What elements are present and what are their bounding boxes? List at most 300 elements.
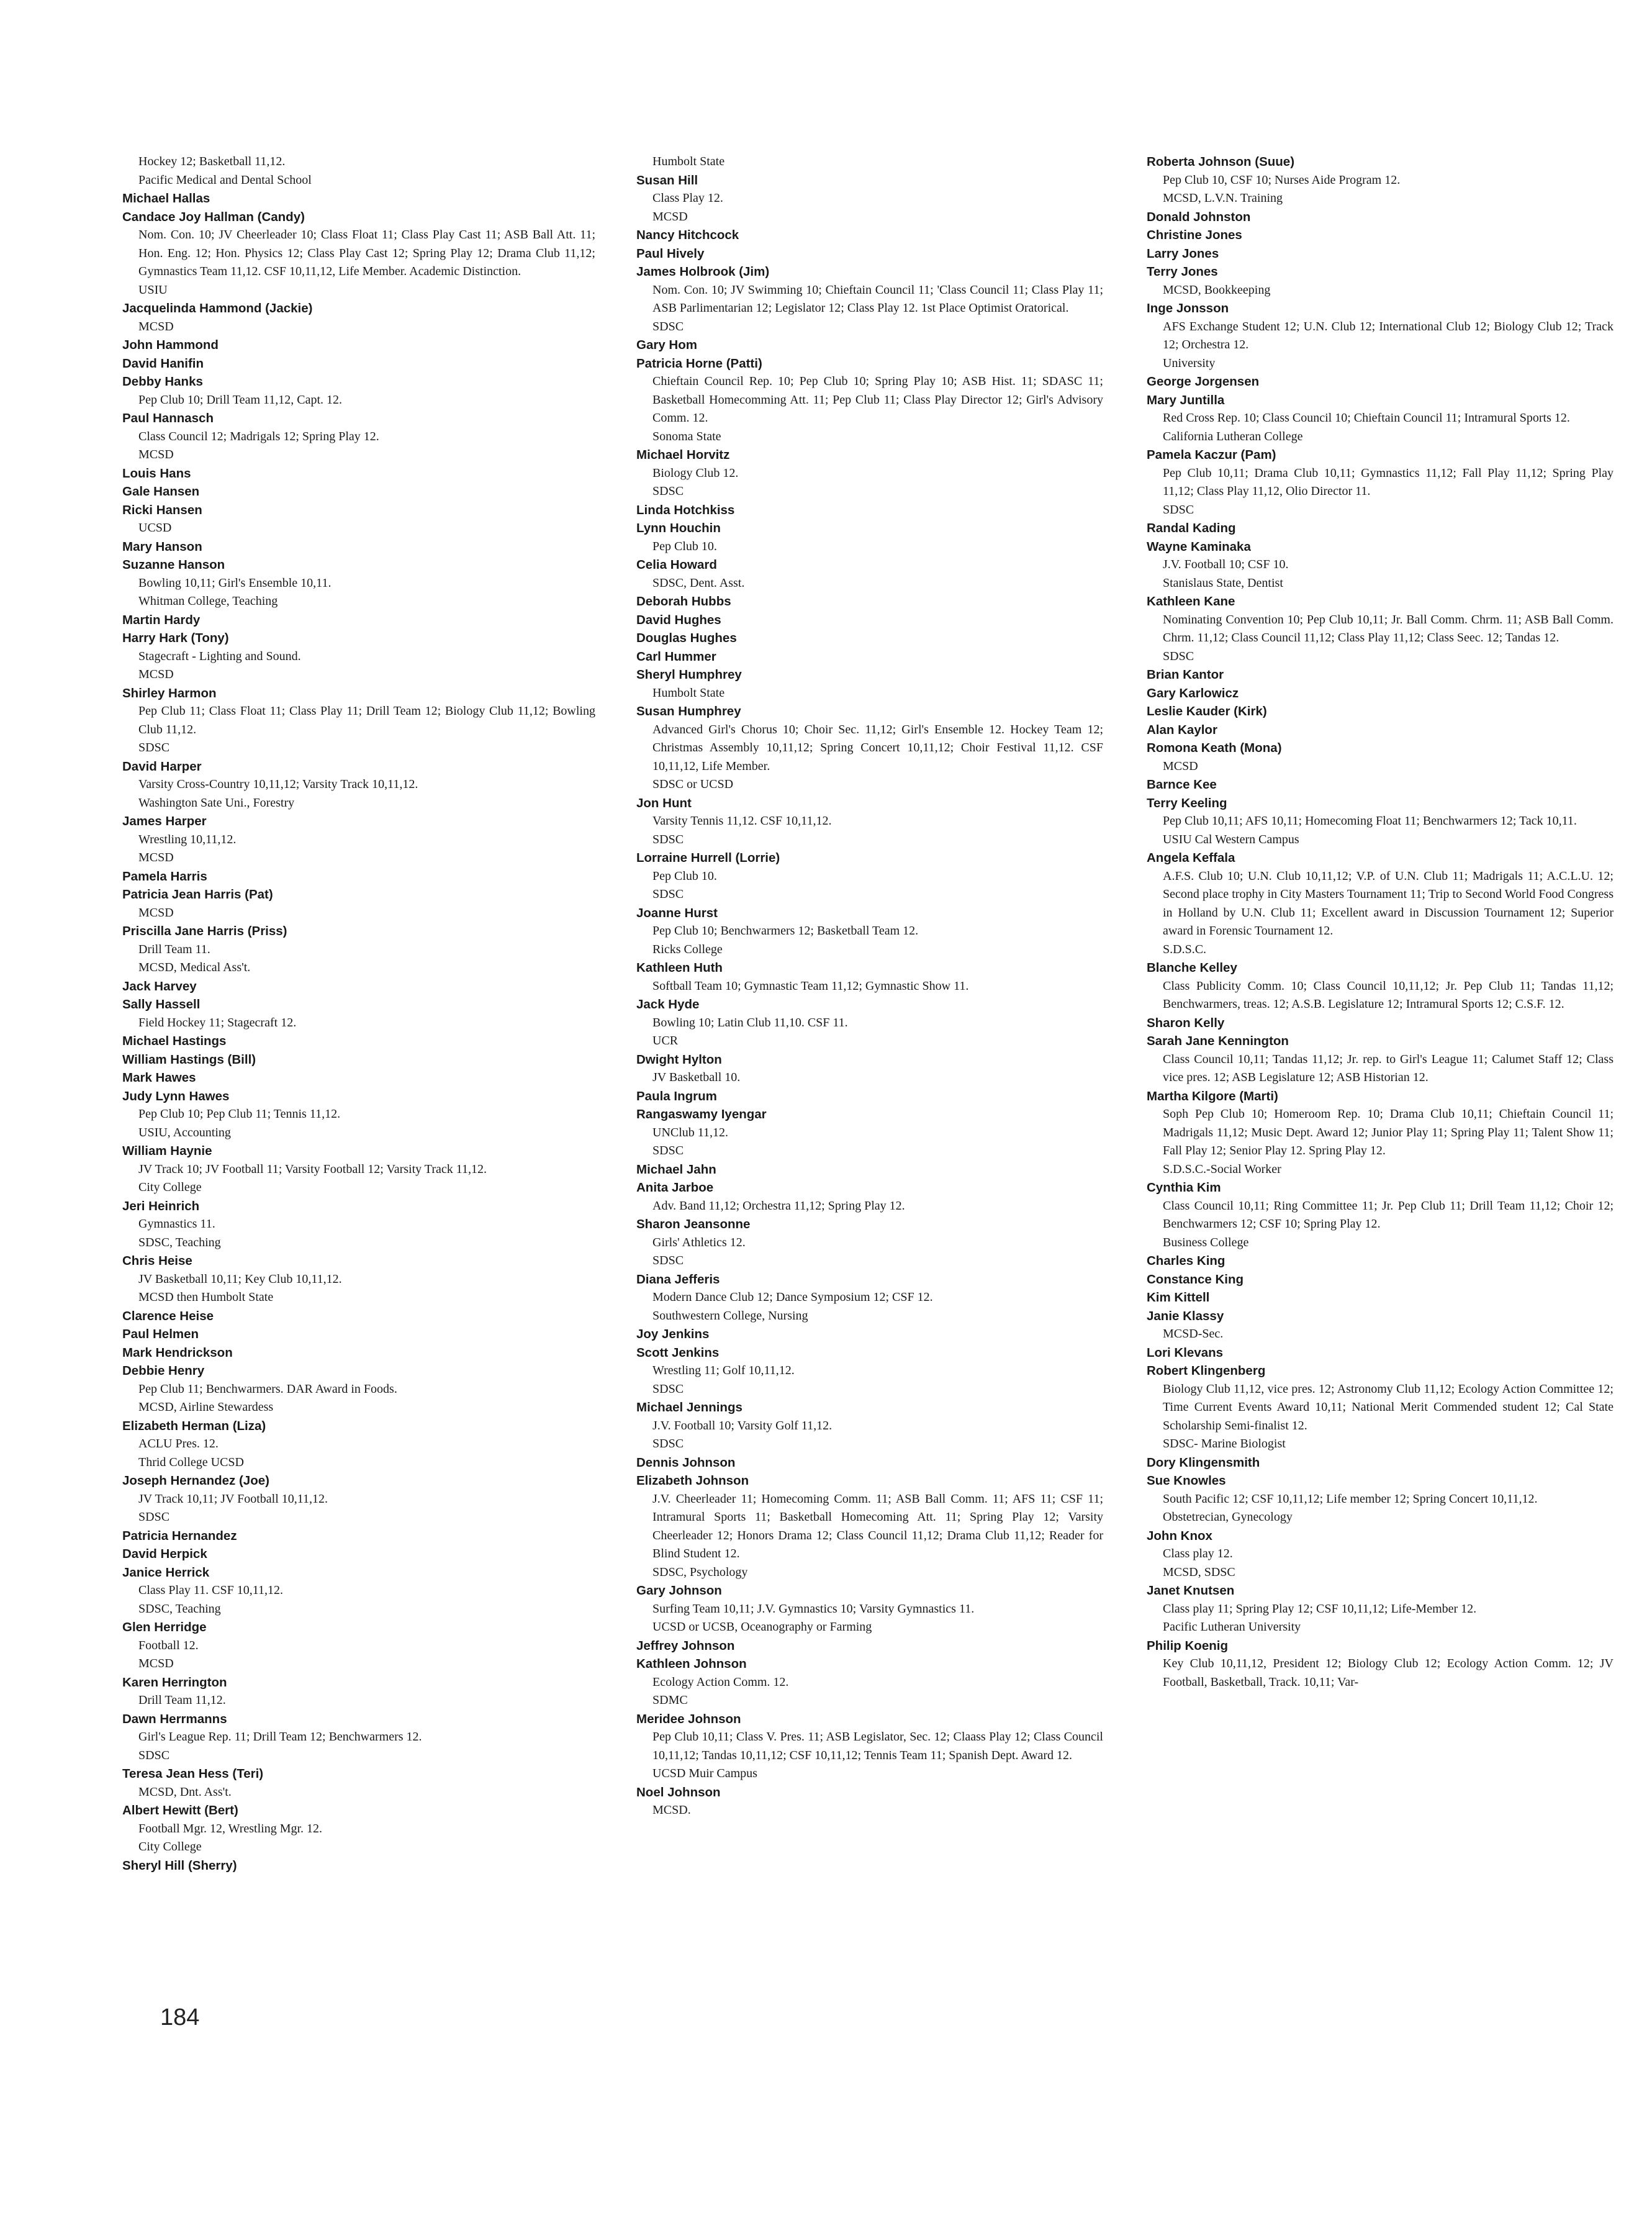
student-detail: SDSC	[652, 1382, 684, 1396]
student-name: Sharon Kelly	[1147, 1015, 1225, 1030]
student-name: John Hammond	[122, 338, 219, 352]
student-detail: Nominating Convention 10; Pep Club 10,11; Jr. Ball Comm. Chrm. 11; ASB Ball Comm. Chrm. 11,12; Class Council 11,12; Class Play 11,12; Class Seec. 12; Tandas 12.	[1163, 612, 1614, 645]
student-name: Jeri Heinrich	[122, 1198, 200, 1213]
student-detail: UNClub 11,12.	[652, 1125, 729, 1139]
student-entry	[1147, 153, 1614, 208]
student-name: James Harper	[122, 814, 207, 828]
student-detail: Southwestern College, Nursing	[652, 1308, 808, 1323]
student-name: Mary Juntilla	[1147, 392, 1225, 407]
student-name: Lori Klevans	[1147, 1345, 1224, 1360]
student-detail: Business College	[1163, 1235, 1249, 1249]
student-name: Kathleen Kane	[1147, 594, 1235, 609]
student-name: William Hastings (Bill)	[122, 1052, 256, 1067]
student-detail: Thrid College UCSD	[138, 1455, 244, 1469]
student-entry	[636, 648, 1103, 666]
student-detail: UCSD or UCSB, Oceanography or Farming	[652, 1620, 872, 1634]
student-detail: Pep Club 10,11; AFS 10,11; Homecoming Float 11; Benchwarmers 12; Tack 10,11.	[1163, 814, 1577, 828]
student-entry	[122, 1344, 595, 1362]
student-detail: Pacific Medical and Dental School	[138, 173, 312, 187]
student-name: Glen Herridge	[122, 1620, 207, 1634]
student-detail: SDSC	[652, 1254, 684, 1267]
student-detail: Drill Team 11,12.	[138, 1693, 226, 1707]
student-name: Mary Hanson	[122, 539, 202, 554]
student-entry	[122, 1252, 595, 1307]
student-detail: Wrestling 10,11,12.	[138, 832, 237, 846]
student-entry	[636, 1325, 1103, 1344]
student-detail: Softball Team 10; Gymnastic Team 11,12; Gymnastic Show 11.	[652, 979, 969, 993]
student-name: Gale Hansen	[122, 484, 200, 499]
student-detail: UCR	[652, 1034, 679, 1048]
student-detail: MCSD	[1163, 759, 1198, 773]
student-entry	[1147, 1032, 1614, 1087]
student-entry	[122, 1362, 595, 1417]
student-entry	[1147, 1252, 1614, 1270]
student-detail: Class Play 11. CSF 10,11,12.	[138, 1583, 283, 1597]
student-detail: Gymnastics 11.	[138, 1217, 215, 1231]
student-entry	[122, 299, 595, 336]
student-name: Judy Lynn Hawes	[122, 1089, 230, 1103]
student-detail: Washington Sate Uni., Forestry	[138, 795, 295, 810]
student-entry	[1147, 373, 1614, 391]
student-detail: SDSC	[138, 1510, 170, 1524]
student-detail: SDSC	[138, 1748, 170, 1762]
student-entry	[122, 409, 595, 464]
student-entry	[1147, 1288, 1614, 1307]
student-detail: SDSC, Dent. Asst.	[652, 576, 745, 590]
student-name: Linda Hotchkiss	[636, 502, 735, 517]
student-detail: SDSC	[1163, 649, 1194, 663]
student-entry	[636, 611, 1103, 630]
student-detail: Ricks College	[652, 942, 723, 956]
student-detail: Chieftain Council Rep. 10; Pep Club 10; Spring Play 10; ASB Hist. 11; SDASC 11; Basketball Homecomming Att. 11; Pep Club 11; Class Play Director 12; Girl's Advisory Comm. 12.	[652, 374, 1103, 425]
student-detail: Class Play 12.	[652, 191, 723, 205]
student-entry	[122, 464, 595, 483]
student-detail: Bowling 10; Latin Club 11,10. CSF 11.	[652, 1015, 848, 1030]
student-name: John Knox	[1147, 1528, 1212, 1543]
student-name: Michael Jahn	[636, 1162, 716, 1177]
student-name: Ricki Hansen	[122, 502, 202, 517]
student-name: Noel Johnson	[636, 1785, 721, 1799]
student-name: Scott Jenkins	[636, 1345, 720, 1360]
student-name: Suzanne Hanson	[122, 558, 225, 572]
student-detail: Humbolt State	[652, 155, 725, 168]
student-name: Shirley Harmon	[122, 686, 217, 700]
student-detail: SDSC	[652, 484, 684, 498]
student-detail: Soph Pep Club 10; Homeroom Rep. 10; Drama Club 10,11; Chieftain Council 11; Madrigals 11,12; Music Dept. Award 12; Junior Play 11; Spring Play 11; Talent Show 11; Fall Play 12; Senior Play 12. Spring Play 12.	[1163, 1107, 1614, 1157]
student-entry	[636, 446, 1103, 501]
student-entry	[122, 812, 595, 867]
student-entry	[122, 1069, 595, 1087]
student-detail: MCSD	[138, 668, 174, 681]
student-entry	[1147, 1344, 1614, 1362]
student-entry	[122, 336, 595, 355]
student-detail: SDSC or UCSD	[652, 777, 734, 791]
student-detail: Class play 12.	[1163, 1547, 1233, 1560]
student-detail: SDSC	[1163, 502, 1194, 517]
student-entry	[122, 629, 595, 684]
student-name: Dory Klingensmith	[1147, 1455, 1260, 1470]
student-detail: Football Mgr. 12, Wrestling Mgr. 12.	[138, 1821, 323, 1836]
student-name: David Herpick	[122, 1547, 207, 1561]
student-name: Paul Helmen	[122, 1327, 199, 1341]
student-name: Susan Humphrey	[636, 704, 741, 718]
student-detail: Humbolt State	[652, 686, 725, 700]
student-detail: Stagecraft - Lighting and Sound.	[138, 649, 301, 663]
student-name: Terry Jones	[1147, 265, 1218, 279]
student-entry	[636, 995, 1103, 1051]
student-entry	[1147, 208, 1614, 227]
student-name: Lynn Houchin	[636, 521, 721, 535]
student-name: Diana Jefferis	[636, 1272, 720, 1287]
student-entry	[1147, 1637, 1614, 1692]
student-detail: MCSD	[138, 905, 174, 920]
student-entry	[1147, 702, 1614, 721]
student-entry	[1147, 263, 1614, 299]
student-name: Philip Koenig	[1147, 1638, 1228, 1653]
student-name: Dennis Johnson	[636, 1455, 736, 1470]
student-name: Lorraine Hurrell (Lorrie)	[636, 851, 780, 865]
student-detail: MCSD	[652, 209, 688, 224]
student-detail: Surfing Team 10,11; J.V. Gymnastics 10; Varsity Gymnastics 11.	[652, 1601, 975, 1616]
student-entry	[122, 1051, 595, 1069]
student-name: Michael Horvitz	[636, 448, 730, 462]
student-detail: ACLU Pres. 12.	[138, 1437, 219, 1451]
student-detail: Class play 11; Spring Play 12; CSF 10,11,12; Life-Member 12.	[1163, 1601, 1477, 1616]
student-name: Larry Jones	[1147, 246, 1219, 261]
student-detail: J.V. Cheerleader 11; Homecoming Comm. 11; ASB Ball Comm. 11; AFS 11; CSF 11; Intramural Sports 11; Basketball Homecoming Att. 11; Spring Play 12; Varsity Cheerleader 12; Honors Drama 12; Class Council 11,12; Drama Club 11,12; Reader for Blind Student 12.	[652, 1491, 1103, 1560]
student-entry	[122, 1472, 595, 1527]
student-detail: Pep Club 11; Benchwarmers. DAR Award in Foods.	[138, 1382, 397, 1396]
student-detail: Varsity Cross-Country 10,11,12; Varsity Track 10,11,12.	[138, 777, 418, 791]
student-detail: Pacific Lutheran University	[1163, 1620, 1301, 1634]
student-name: Barnce Kee	[1147, 777, 1217, 792]
student-detail: SDMC	[652, 1693, 688, 1707]
student-name: Cynthia Kim	[1147, 1180, 1221, 1195]
student-name: Chris Heise	[122, 1254, 192, 1268]
student-name: Janice Herrick	[122, 1565, 210, 1580]
student-detail: SDSC	[652, 832, 684, 846]
student-entry	[636, 592, 1103, 611]
student-name: Sharon Jeansonne	[636, 1217, 751, 1231]
student-name: Martha Kilgore (Marti)	[1147, 1089, 1278, 1103]
student-detail: Ecology Action Comm. 12.	[652, 1675, 789, 1689]
student-name: Louis Hans	[122, 466, 191, 481]
student-entry	[122, 1197, 595, 1252]
student-entry	[122, 1673, 595, 1710]
student-detail: SDSC	[652, 1144, 684, 1157]
student-detail: S.D.S.C.	[1163, 942, 1207, 956]
student-name: Patricia Jean Harris (Pat)	[122, 887, 273, 902]
student-name: William Haynie	[122, 1144, 212, 1158]
student-detail: MCSD, Airline Stewardess	[138, 1400, 274, 1414]
student-entry	[636, 666, 1103, 702]
student-entry	[636, 226, 1103, 245]
student-entry	[122, 1710, 595, 1765]
student-name: Jack Harvey	[122, 979, 197, 994]
student-name: Debby Hanks	[122, 374, 203, 389]
student-entry	[122, 1564, 595, 1619]
student-entry	[1147, 1179, 1614, 1252]
student-detail: Hockey 12; Basketball 11,12.	[138, 155, 286, 168]
student-entry	[636, 1655, 1103, 1710]
student-entry	[122, 1417, 595, 1472]
student-name: Sally Hassell	[122, 997, 201, 1012]
student-name: Elizabeth Herman (Liza)	[122, 1418, 266, 1433]
student-entry	[122, 1527, 595, 1546]
student-detail: Field Hockey 11; Stagecraft 12.	[138, 1015, 297, 1030]
student-entry	[122, 1307, 595, 1326]
student-name: Randal Kading	[1147, 521, 1236, 535]
student-name: Douglas Hughes	[636, 631, 737, 645]
student-entry	[122, 501, 595, 538]
student-name: Sue Knowles	[1147, 1473, 1226, 1488]
student-entry	[636, 519, 1103, 556]
student-entry	[1147, 739, 1614, 776]
student-entry	[1147, 391, 1614, 446]
student-detail: JV Basketball 10,11; Key Club 10,11,12.	[138, 1272, 342, 1286]
student-name: David Harper	[122, 759, 202, 774]
student-detail: Class Council 12; Madrigals 12; Spring Play 12.	[138, 429, 379, 443]
student-name: Gary Karlowicz	[1147, 686, 1239, 700]
student-name: Kathleen Johnson	[636, 1657, 747, 1671]
student-detail: USIU Cal Western Campus	[1163, 832, 1299, 846]
student-entry	[636, 794, 1103, 849]
student-entry	[1147, 721, 1614, 740]
student-detail: Advanced Girl's Chorus 10; Choir Sec. 11,12; Girl's Ensemble 12. Hockey Team 12; Christmas Assembly 10,11,12; Spring Concert 10,11,12; Choir Festival 11,12. CSF 10,11,12, Life Member.	[652, 722, 1103, 773]
student-name: Charles King	[1147, 1254, 1225, 1268]
student-entry	[636, 1454, 1103, 1472]
student-detail: AFS Exchange Student 12; U.N. Club 12; International Club 12; Biology Club 12; Track 12; Orchestra 12.	[1163, 319, 1614, 351]
student-name: Joanne Hurst	[636, 905, 718, 920]
student-detail: MCSD	[138, 1657, 174, 1670]
student-entry	[122, 1087, 595, 1143]
student-name: Clarence Heise	[122, 1308, 214, 1323]
student-entry	[636, 153, 1103, 171]
student-detail: Class Council 10,11; Tandas 11,12; Jr. rep. to Girl's League 11; Calumet Staff 12; Class vice pres. 12; ASB Legislature 12; ASB Historian 12.	[1163, 1052, 1614, 1084]
student-entry	[122, 355, 595, 373]
student-entry	[1147, 1454, 1614, 1472]
student-detail: Obstetrecian, Gynecology	[1163, 1510, 1293, 1524]
student-name: Harry Hark (Tony)	[122, 631, 229, 645]
student-name: Brian Kantor	[1147, 668, 1224, 682]
student-entry	[122, 1765, 595, 1801]
student-name: Paula Ingrum	[636, 1089, 717, 1103]
student-detail: Pep Club 10,11; Drama Club 10,11; Gymnastics 11,12; Fall Play 11,12; Spring Play 11,12; Class Play 11,12, Olio Director 11.	[1163, 466, 1614, 498]
student-entry	[122, 1032, 595, 1051]
student-entry	[636, 263, 1103, 336]
student-name: Jon Hunt	[636, 795, 692, 810]
student-detail: Football 12.	[138, 1638, 199, 1652]
student-detail: Key Club 10,11,12, President 12; Biology Club 12; Ecology Action Comm. 12; JV Football, Basketball, Track. 10,11; Var-	[1163, 1657, 1614, 1689]
student-entry	[122, 1801, 595, 1857]
student-entry	[636, 501, 1103, 520]
student-detail: Pep Club 10; Pep Club 11; Tennis 11,12.	[138, 1107, 341, 1121]
student-detail: Whitman College, Teaching	[138, 594, 278, 608]
student-detail: JV Track 10; JV Football 11; Varsity Football 12; Varsity Track 11,12.	[138, 1162, 487, 1176]
student-detail: SDSC	[138, 741, 170, 754]
student-name: Patricia Horne (Patti)	[636, 356, 762, 371]
student-name: Meridee Johnson	[636, 1711, 741, 1726]
student-detail: Sonoma State	[652, 429, 721, 443]
student-name: James Holbrook (Jim)	[636, 265, 770, 279]
student-name: Dwight Hylton	[636, 1052, 722, 1067]
column-2	[636, 153, 1103, 1820]
student-detail: Pep Club 10,11; Class V. Pres. 11; ASB Legislator, Sec. 12; Claass Play 12; Class Council 10,11,12; Tandas 10,11,12; CSF 10,11,12; Tennis Team 11; Spanish Dept. Award 12.	[652, 1730, 1103, 1762]
student-detail: MCSD.	[652, 1803, 691, 1817]
student-entry	[122, 867, 595, 886]
student-detail: UCSD	[138, 521, 172, 535]
student-entry	[122, 758, 595, 813]
student-detail: SDSC- Marine Biologist	[1163, 1437, 1286, 1451]
student-detail: MCSD, L.V.N. Training	[1163, 191, 1283, 205]
student-entry	[122, 1325, 595, 1344]
student-entry	[636, 556, 1103, 592]
student-name: Kim Kittell	[1147, 1290, 1210, 1305]
student-entry	[1147, 684, 1614, 703]
student-entry	[1147, 849, 1614, 959]
student-detail: Class Publicity Comm. 10; Class Council 10,11,12; Jr. Pep Club 11; Tandas 11,12; Benchwarmers, treas. 12; A.S.B. Legislature 12; Intramural Sports 12; C.S.F. 12.	[1163, 979, 1614, 1011]
student-entry	[122, 922, 595, 977]
student-detail: City College	[138, 1840, 202, 1854]
student-entry	[636, 1783, 1103, 1820]
student-detail: MCSD	[138, 319, 174, 333]
student-name: Joseph Hernandez (Joe)	[122, 1473, 269, 1488]
student-name: Michael Hallas	[122, 191, 210, 206]
student-detail: Pep Club 10; Benchwarmers 12; Basketball Team 12.	[652, 924, 919, 938]
student-entry	[1147, 666, 1614, 684]
student-name: Blanche Kelley	[1147, 961, 1237, 975]
student-detail: J.V. Football 10; CSF 10.	[1163, 558, 1289, 571]
student-entry	[636, 1710, 1103, 1783]
student-entry	[122, 153, 595, 189]
student-detail: MCSD then Humbolt State	[138, 1290, 274, 1304]
student-entry	[636, 849, 1103, 904]
student-detail: MCSD, SDSC	[1163, 1565, 1235, 1579]
student-detail: Pep Club 11; Class Float 11; Class Play 11; Drill Team 12; Biology Club 11,12; Bowling Club 11,12.	[138, 704, 595, 736]
student-name: Paul Hively	[636, 246, 705, 261]
student-entry	[1147, 794, 1614, 849]
student-detail: Bowling 10,11; Girl's Ensemble 10,11.	[138, 576, 332, 590]
student-name: Terry Keeling	[1147, 795, 1227, 810]
student-entry	[636, 1105, 1103, 1161]
student-detail: UCSD Muir Campus	[652, 1767, 757, 1780]
student-detail: SDSC, Psychology	[652, 1565, 748, 1579]
student-name: Celia Howard	[636, 558, 717, 572]
student-entry	[636, 1582, 1103, 1637]
student-name: Gary Johnson	[636, 1583, 722, 1598]
student-detail: Varsity Tennis 11,12. CSF 10,11,12.	[652, 814, 832, 828]
student-detail: Red Cross Rep. 10; Class Council 10; Chieftain Council 11; Intramural Sports 12.	[1163, 411, 1570, 425]
student-detail: Pep Club 10.	[652, 869, 717, 883]
student-entry	[122, 556, 595, 611]
student-detail: SDSC, Teaching	[138, 1601, 221, 1616]
student-name: Debbie Henry	[122, 1364, 205, 1378]
student-name: Robert Klingenberg	[1147, 1364, 1266, 1378]
student-name: Michael Jennings	[636, 1400, 742, 1415]
student-name: Deborah Hubbs	[636, 594, 731, 609]
student-name: Priscilla Jane Harris (Priss)	[122, 924, 287, 938]
student-name: Karen Herrington	[122, 1675, 227, 1690]
student-entry	[636, 904, 1103, 959]
student-entry	[122, 189, 595, 208]
student-name: Roberta Johnson (Suue)	[1147, 155, 1295, 169]
student-detail: SDSC	[652, 887, 684, 901]
student-entry	[122, 1618, 595, 1673]
student-name: Alan Kaylor	[1147, 722, 1217, 737]
student-name: David Hughes	[636, 612, 721, 627]
student-entry	[122, 1857, 595, 1875]
student-detail: SDSC, Teaching	[138, 1235, 221, 1249]
student-detail: MCSD	[138, 851, 174, 864]
student-entry	[122, 373, 595, 409]
student-detail: JV Basketball 10.	[652, 1071, 741, 1084]
student-name: Sheryl Humphrey	[636, 668, 742, 682]
column-1	[122, 153, 595, 1875]
student-detail: MCSD, Dnt. Ass't.	[138, 1785, 232, 1799]
student-entry	[636, 1161, 1103, 1179]
student-entry	[636, 1179, 1103, 1215]
student-name: Elizabeth Johnson	[636, 1473, 749, 1488]
student-entry	[1147, 592, 1614, 666]
student-detail: Pep Club 10.	[652, 539, 717, 553]
student-entry	[1147, 959, 1614, 1014]
student-entry	[1147, 776, 1614, 794]
student-entry	[1147, 538, 1614, 593]
student-name: Susan Hill	[636, 173, 698, 188]
student-entry	[122, 1545, 595, 1564]
column-3	[1147, 153, 1614, 1691]
student-name: Jeffrey Johnson	[636, 1638, 735, 1653]
student-detail: Class Council 10,11; Ring Committee 11; Jr. Pep Club 11; Drill Team 11,12; Choir 12; Benchwarmers 12; CSF 10; Spring Play 12.	[1163, 1198, 1614, 1231]
student-name: Constance King	[1147, 1272, 1244, 1287]
student-entry	[636, 355, 1103, 446]
student-detail: A.F.S. Club 10; U.N. Club 10,11,12; V.P. of U.N. Club 11; Madrigals 11; A.C.L.U. 12; Second place trophy in City Masters Tournament 11; Trip to Second World Food Congress in Holland by U.N. Club 11; Excellent award in Discussion Tournament 12; Superior award in Forensic Tournament 12.	[1163, 869, 1614, 938]
student-detail: University	[1163, 356, 1216, 370]
student-entry	[636, 171, 1103, 227]
student-entry	[636, 1637, 1103, 1655]
student-name: Paul Hannasch	[122, 411, 214, 425]
student-entry	[636, 245, 1103, 263]
student-detail: MCSD-Sec.	[1163, 1327, 1224, 1341]
student-detail: Drill Team 11.	[138, 942, 210, 956]
student-detail: S.D.S.C.-Social Worker	[1163, 1162, 1281, 1176]
student-name: Gary Hom	[636, 338, 697, 352]
student-name: Pamela Harris	[122, 869, 207, 884]
student-name: Patricia Hernandez	[122, 1528, 237, 1543]
student-name: George Jorgensen	[1147, 374, 1260, 389]
student-detail: California Lutheran College	[1163, 429, 1303, 443]
student-entry	[636, 1215, 1103, 1270]
student-detail: JV Track 10,11; JV Football 10,11,12.	[138, 1491, 328, 1506]
student-entry	[1147, 1014, 1614, 1033]
student-detail: USIU, Accounting	[138, 1125, 231, 1139]
student-name: Rangaswamy Iyengar	[636, 1107, 767, 1121]
student-name: Christine Jones	[1147, 228, 1242, 242]
student-name: Janie Klassy	[1147, 1308, 1224, 1323]
student-name: Pamela Kaczur (Pam)	[1147, 448, 1276, 462]
student-entry	[122, 611, 595, 630]
student-detail: J.V. Football 10; Varsity Golf 11,12.	[652, 1418, 833, 1433]
student-detail: Stanislaus State, Dentist	[1163, 576, 1283, 590]
student-entry	[636, 702, 1103, 794]
student-entry	[122, 482, 595, 501]
student-entry	[1147, 1527, 1614, 1582]
student-name: Romona Keath (Mona)	[1147, 741, 1282, 755]
student-detail: Adv. Band 11,12; Orchestra 11,12; Spring Play 12.	[652, 1198, 905, 1213]
student-name: Martin Hardy	[122, 612, 201, 627]
student-detail: Nom. Con. 10; JV Cheerleader 10; Class Float 11; Class Play Cast 11; ASB Ball Att. 11; Hon. Eng. 12; Hon. Physics 12; Class Play Cast 12; Spring Play 12; Drama Club 11,12; Gymnastics Team 11,12. CSF 10,11,12, Life Member. Academic Distinction.	[138, 228, 595, 278]
student-entry	[1147, 1582, 1614, 1637]
